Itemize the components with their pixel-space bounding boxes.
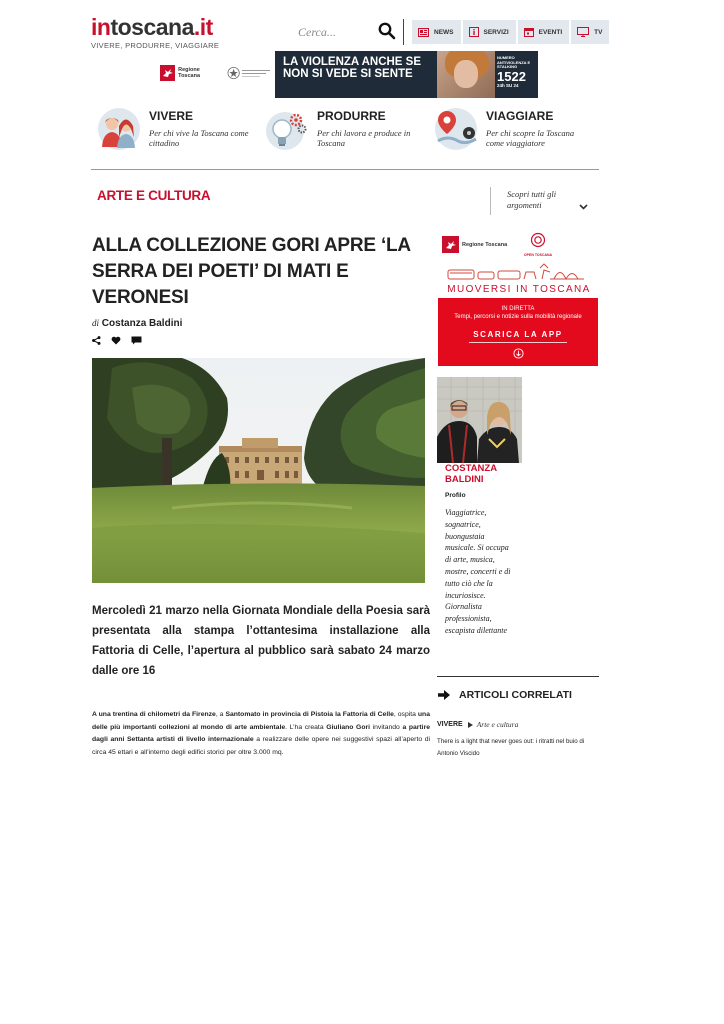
share-icon[interactable] — [92, 336, 101, 345]
opentoscana-icon — [530, 232, 546, 248]
body-segment: una delle più importanti collezioni al mondo di arte ambientale — [92, 711, 430, 731]
opentoscana-logo[interactable] — [518, 232, 558, 257]
related-articles-header — [438, 689, 572, 701]
regione-toscana-logo[interactable] — [160, 63, 272, 83]
body-segment: , ospita — [393, 711, 418, 718]
article-byline — [92, 318, 182, 329]
search-input[interactable] — [298, 22, 372, 42]
section-vivere[interactable] — [97, 104, 262, 156]
author-name[interactable]: COSTANZA BALDINI — [445, 463, 497, 485]
body-segment: a realizzare delle opere nei suggestivi spazi all’aperto di circa 45 ettari e all’interno degli edifici storici per oltre 3.000 mq. — [92, 736, 430, 756]
author-profile-link[interactable]: Profilo — [445, 492, 466, 499]
author-photo[interactable] — [437, 377, 522, 463]
author-bio: Viaggiatrice, sognatrice, buongustaia musicale. Si occupa di arte, musica, mostre, concerti e di tutto ciò che la incuriosisce. Giornalista professionista, escapista dilettante — [445, 508, 511, 635]
banner-headline: LA VIOLENZA ANCHE SE NON SI VEDE SI SENTE — [283, 56, 422, 80]
banner-number: 1522 — [497, 68, 526, 84]
section-viaggiare-title: VIAGGIARE — [486, 109, 554, 123]
section-viaggiare[interactable] — [434, 104, 580, 156]
nav-eventi-label: EVENTI — [538, 28, 563, 36]
logo-tagline: VIVERE, PRODURRE, VIAGGIARE — [91, 41, 220, 50]
section-divider — [91, 169, 599, 170]
section-vivere-title: VIVERE — [149, 109, 194, 123]
logo-wordmark — [91, 14, 241, 40]
pegasus-icon — [160, 65, 175, 81]
people-icon — [97, 107, 141, 151]
tv-icon — [577, 27, 589, 37]
newspaper-icon — [418, 28, 429, 37]
logo-in: in — [91, 14, 111, 40]
pegasus-icon — [442, 236, 459, 253]
body-segment: Santomato in provincia di Pistoia la Fattoria di Celle — [225, 711, 394, 718]
banner-number-block — [497, 56, 537, 88]
triangle-right-icon — [468, 722, 473, 728]
download-arrow-icon — [513, 346, 524, 364]
section-vivere-desc: Per chi vive la Toscana come cittadino — [149, 128, 249, 148]
heart-icon[interactable] — [111, 336, 121, 345]
chevron-down-icon[interactable] — [579, 197, 588, 215]
article-lead: Mercoledì 21 marzo nella Giornata Mondiale della Poesia sarà presentata alla stampa l’ottantesima installazione alla Fattoria di Celle, l’apertura al pubblico sarà sabato 24 marzo dalle ore 16 — [92, 605, 430, 677]
search-icon[interactable] — [378, 22, 398, 42]
comment-icon[interactable] — [131, 336, 142, 345]
app-live-label: IN DIRETTA — [501, 306, 535, 312]
body-segment: Giuliano Gori — [326, 723, 371, 731]
related-tags — [437, 720, 518, 729]
related-subcategory[interactable]: Arte e cultura — [476, 720, 519, 729]
section-produrre-title: PRODURRE — [317, 109, 386, 123]
nav-news[interactable] — [412, 20, 461, 44]
body-segment: invitando — [370, 723, 403, 731]
logo-it: .it — [193, 14, 213, 40]
calendar-icon — [524, 27, 534, 37]
article-actions — [92, 336, 142, 345]
banner-number-caption: NUMERO ANTIVIOLENZA E STALKING — [497, 55, 531, 69]
nav-eventi[interactable] — [518, 20, 569, 44]
article-hero-image — [92, 358, 425, 583]
related-category[interactable]: VIVERE — [437, 721, 463, 728]
logo-toscana: toscana — [110, 14, 194, 40]
body-segment: a partire dagli anni Settanta artisti di livello internazionale — [92, 723, 431, 743]
nav-tv[interactable] — [571, 20, 609, 44]
cta-underline — [469, 342, 567, 343]
top-nav — [412, 20, 609, 44]
category-title[interactable]: ARTE E CULTURA — [97, 188, 211, 203]
lightbulb-gears-icon — [265, 107, 309, 151]
related-articles-title: ARTICOLI CORRELATI — [459, 689, 572, 701]
muoversi-title: MUOVERSI IN TOSCANA — [447, 284, 591, 295]
download-app-banner[interactable] — [438, 298, 598, 366]
sidebar-regione-logo[interactable] — [442, 236, 507, 253]
site-logo[interactable] — [91, 14, 241, 50]
section-viaggiare-desc: Per chi scopre la Toscana come viaggiatore — [486, 128, 575, 148]
nav-servizi[interactable] — [463, 20, 516, 44]
category-divider — [490, 187, 491, 215]
map-pin-icon — [434, 107, 478, 151]
byline-author[interactable]: Costanza Baldini — [101, 318, 183, 329]
banner-portrait — [437, 51, 495, 98]
section-produrre[interactable] — [265, 104, 430, 156]
byline-prefix: di — [92, 318, 100, 328]
sidebar-partner-logos — [440, 232, 598, 262]
nav-servizi-label: SERVIZI — [483, 28, 509, 36]
download-app-button[interactable]: SCARICA LA APP — [473, 330, 563, 339]
body-segment: A una trentina di chilometri da Firenze — [92, 711, 216, 718]
antiviolenza-banner[interactable] — [275, 51, 538, 98]
article-body-paragraph — [92, 709, 430, 759]
body-segment: , a — [215, 711, 226, 718]
topics-dropdown[interactable]: Scopri tutti gli argomenti — [507, 189, 557, 210]
search-box — [298, 22, 398, 44]
info-icon — [469, 27, 479, 37]
arrow-right-icon — [438, 690, 450, 700]
regione-label: Regione Toscana — [178, 67, 201, 79]
banner-hours: 24h SU 24 — [497, 82, 519, 88]
body-segment: . L’ha creata — [285, 723, 327, 731]
related-article-link[interactable]: There is a light that never goes out: i ritratti nel buio di Antonio Viscido — [437, 738, 585, 757]
nav-news-label: NEWS — [434, 28, 454, 36]
header-divider — [403, 19, 404, 45]
related-divider — [437, 676, 599, 677]
government-emblem-icon — [227, 66, 240, 80]
article-title: ALLA COLLEZIONE GORI APRE ‘LA SERRA DEI POETI’ DI MATI E VERONESI — [92, 235, 411, 308]
sidebar-regione-label: Regione Toscana — [462, 241, 508, 248]
section-produrre-desc: Per chi lavora e produce in Toscana — [317, 128, 411, 148]
nav-tv-label: TV — [594, 28, 603, 36]
opentoscana-label: OPEN TOSCANA — [523, 253, 553, 257]
transport-skyline-icon — [446, 262, 586, 282]
app-description: Tempi, percorsi e notizie sulla mobilità regionale — [454, 314, 582, 320]
government-text-lines — [242, 69, 272, 78]
